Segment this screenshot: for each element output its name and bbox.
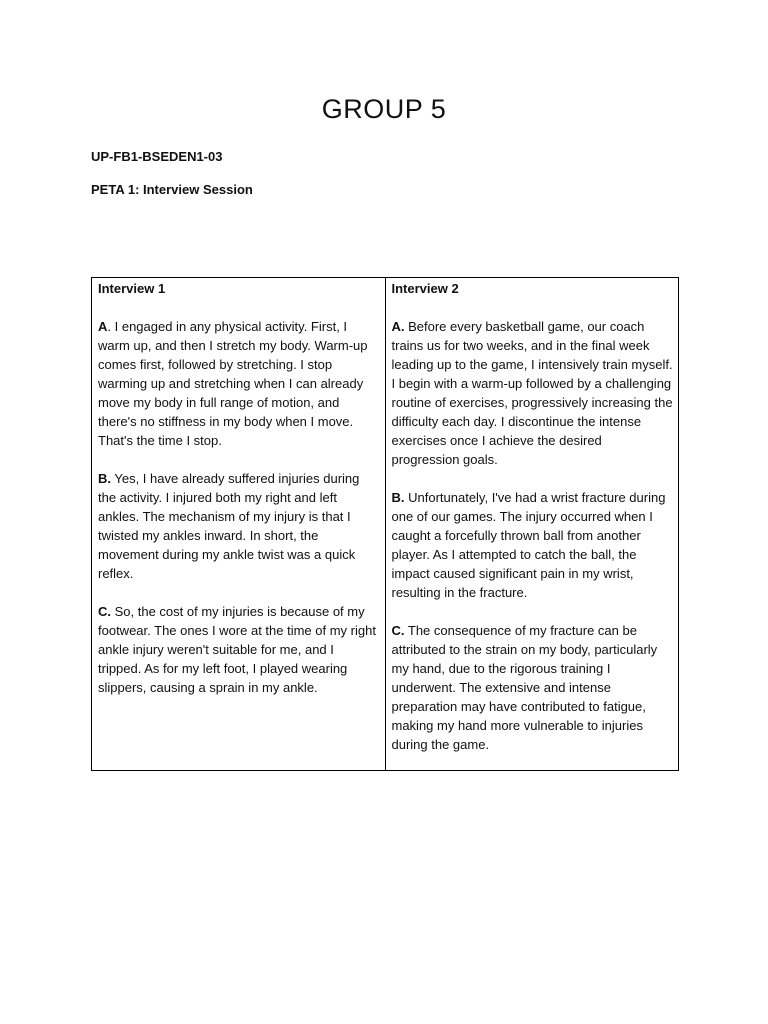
- answer-letter: B.: [391, 490, 405, 505]
- page-title: GROUP 5: [321, 94, 447, 124]
- answer-text: So, the cost of my injuries is because of my footwear. The ones I wore at the time of my right ankle injury weren't suitable for me, and I tripped. As for my left foot, I played wearing slippers, causing a sprain in my ankle.: [98, 604, 376, 695]
- answer-letter: B.: [98, 471, 111, 486]
- task-title: PETA 1: Interview Session: [91, 182, 253, 197]
- interview-1-header: Interview 1: [98, 281, 166, 296]
- interview-2-header: Interview 2: [391, 281, 459, 296]
- answer-text: Unfortunately, I've had a wrist fracture during one of our games. The injury occurred when I caught a forcefully thrown ball from another player. As I attempted to catch the ball, the impact caused significant pain in my wrist, resulting in the fracture.: [391, 490, 666, 600]
- answer-letter: C.: [98, 604, 111, 619]
- answer-text: . I engaged in any physical activity. First, I warm up, and then I stretch my body. Warm-up comes first, followed by stretching. I stop warming up and stretching when I can already move my body in full range of motion, and there's no stiffness in my body when I move. That's the time I stop.: [98, 319, 368, 448]
- interview-2-answer-c: [392, 621, 674, 754]
- interview-1-answer-c: [98, 602, 380, 697]
- answer-letter: A.: [391, 319, 405, 334]
- interview-1-answer-a: [98, 317, 380, 450]
- interview-2-column: [386, 278, 679, 770]
- answer-text: Before every basketball game, our coach trains us for two weeks, and in the final week leading up to the game, I intensively train myself. I begin with a warm-up followed by a challenging routine of exercises, progressively increasing the difficulty each day. I discontinue the intense exercises once I achieve the desired progression goals.: [391, 319, 673, 467]
- answer-letter: A: [98, 319, 108, 334]
- interview-2-answer-a: [392, 317, 674, 469]
- answer-letter: C.: [391, 623, 405, 638]
- answer-text: Yes, I have already suffered injuries during the activity. I injured both my right and left ankles. The mechanism of my injury is that I twisted my ankles inward. In short, the movement during my ankle twist was a quick reflex.: [98, 471, 360, 581]
- interview-1-column: [92, 278, 386, 770]
- interview-table: [91, 277, 679, 771]
- interview-1-answer-b: [98, 469, 380, 583]
- answer-text: The consequence of my fracture can be attributed to the strain on my body, particularly my hand, due to the rigorous training I underwent. The extensive and intense preparation may have contributed to fatigue, making my hand more vulnerable to injuries during the game.: [391, 623, 658, 752]
- interview-2-answer-b: [392, 488, 674, 602]
- section-code: UP-FB1-BSEDEN1-03: [91, 149, 223, 164]
